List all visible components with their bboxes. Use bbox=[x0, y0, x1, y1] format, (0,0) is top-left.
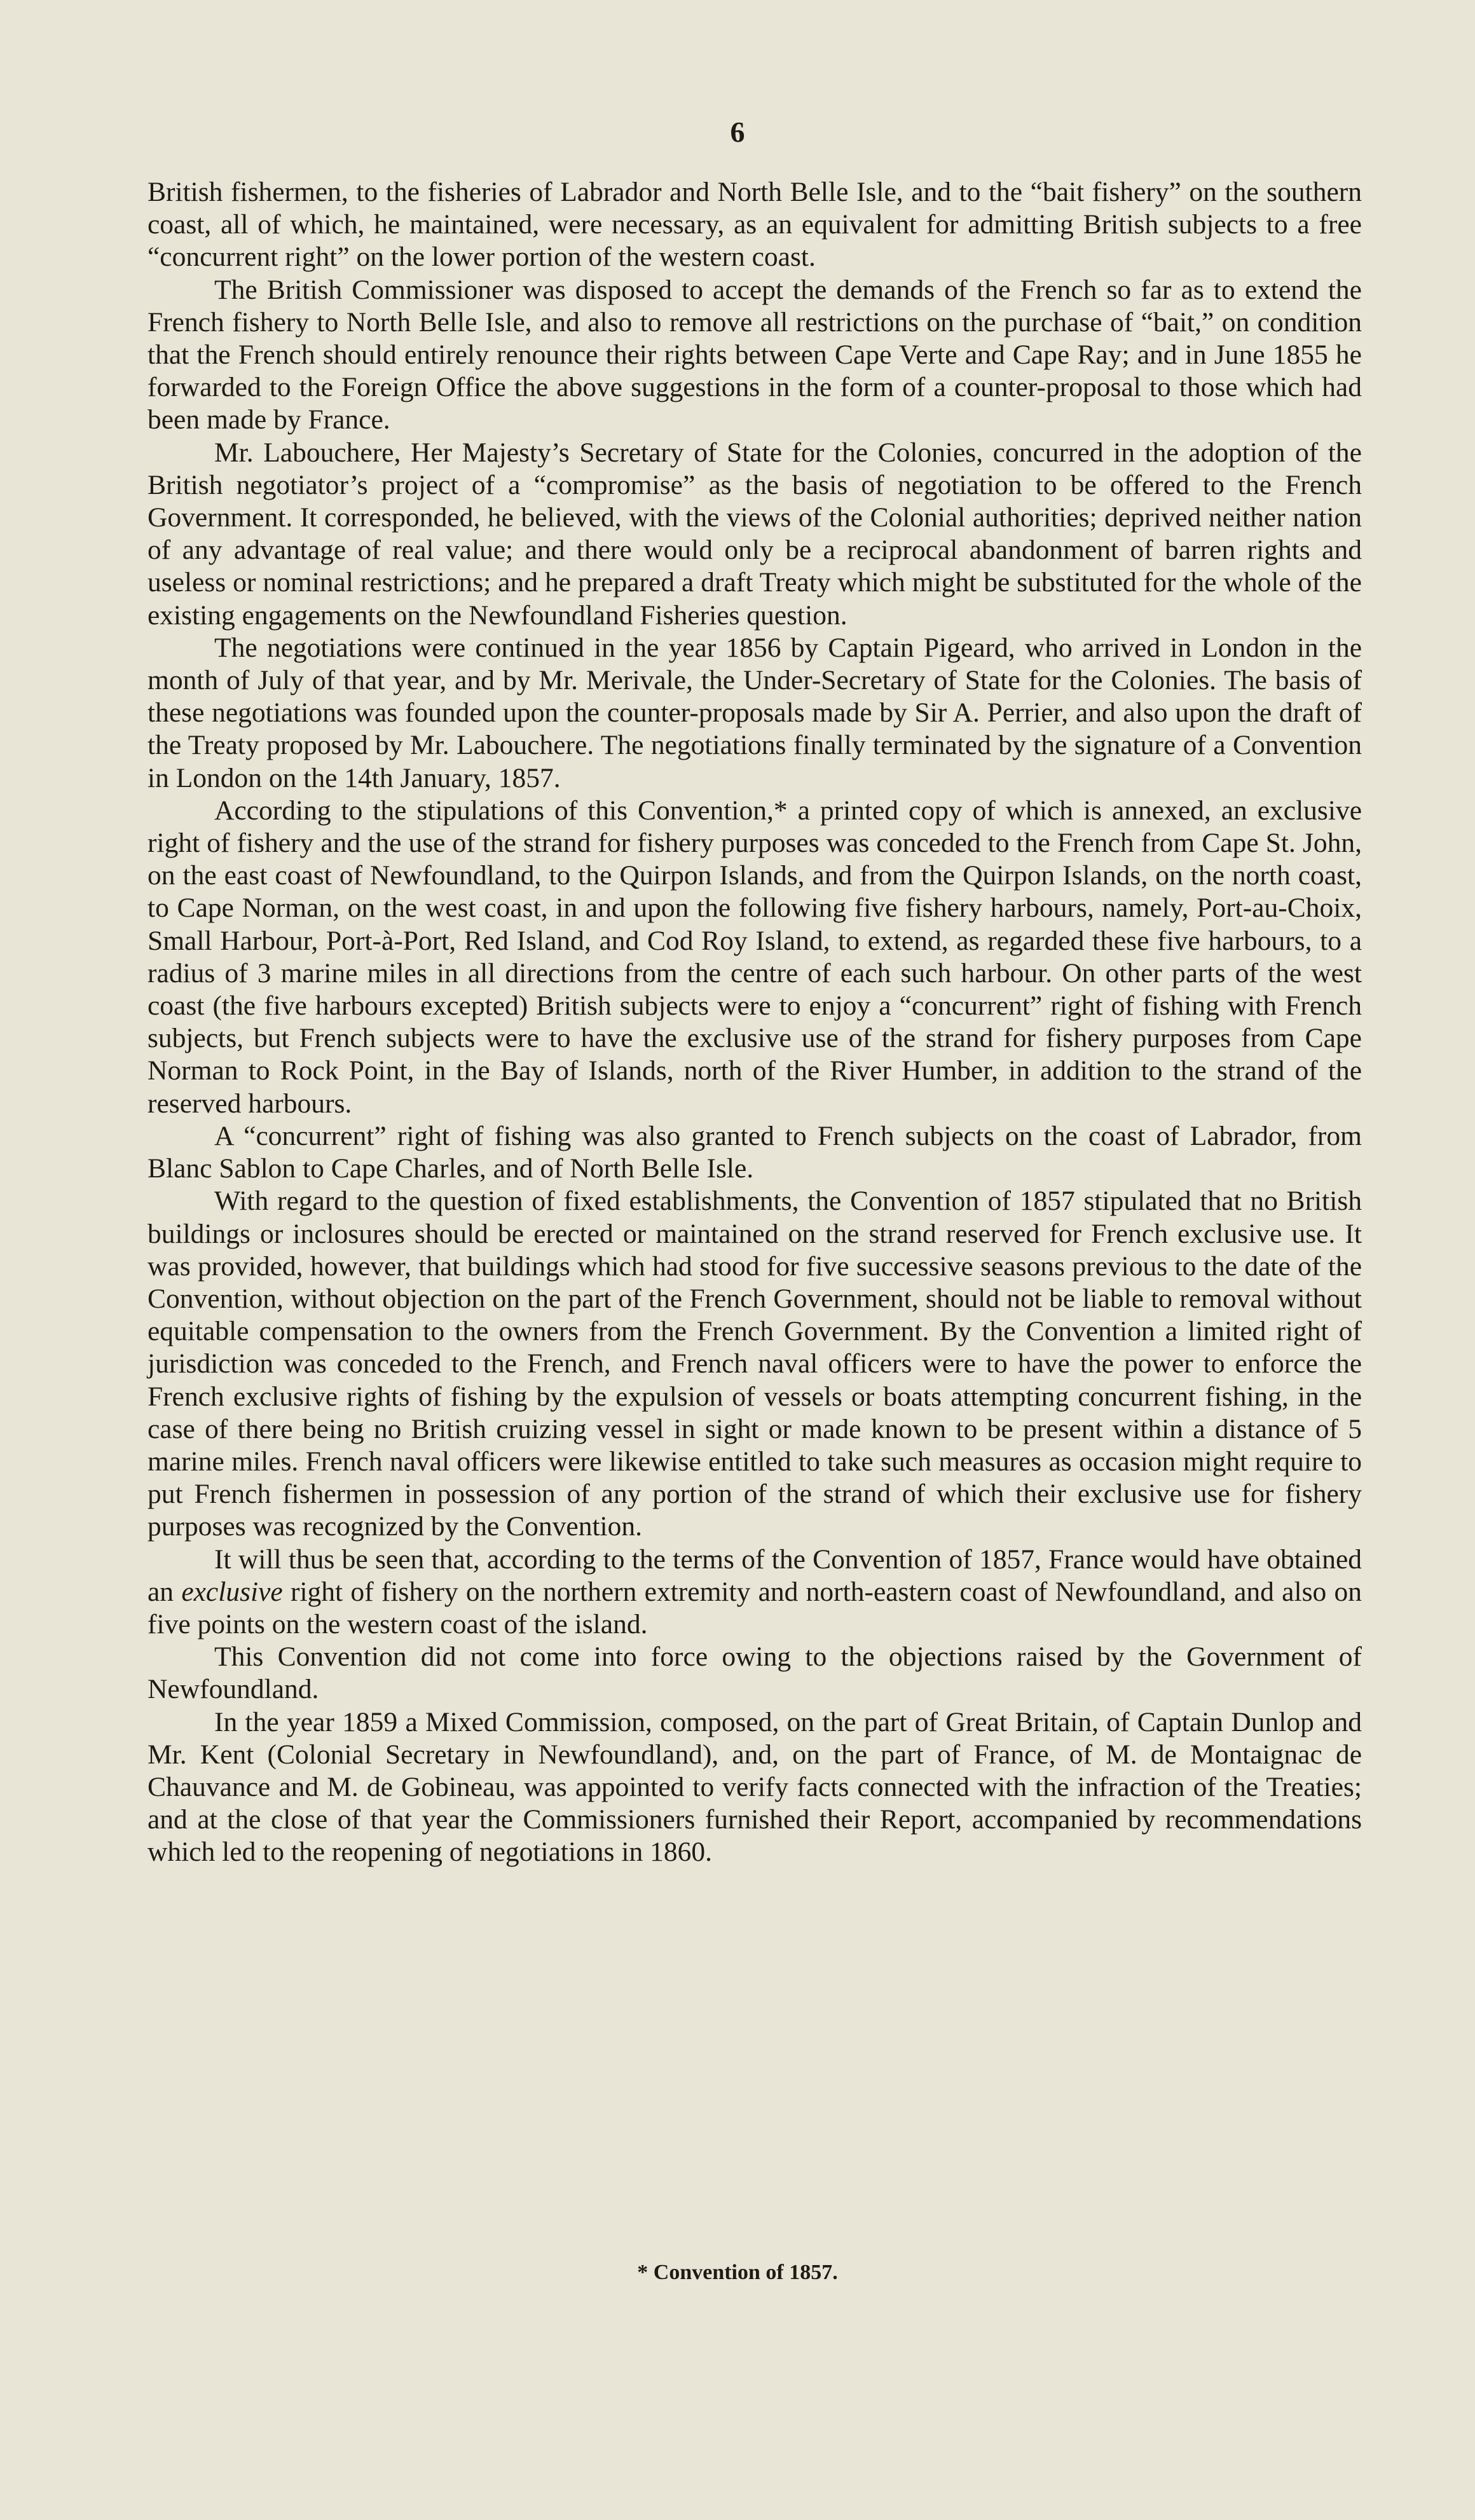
paragraph: The British Commissioner was disposed to accept the demands of the French so far as to extend the French fishery to North Belle Isle, and also to remove all restrictions on the purchase of “bait,” on condition that the French should entirely renounce their rights between Cape Verte and Cape Ray; and in June 1855 he forwarded to the Foreign Office the above suggestions in the form of a counter-proposal to those which had been made by France. bbox=[148, 274, 1362, 435]
paragraph: With regard to the question of fixed establishments, the Convention of 1857 stipulated that no British buildings or inclosures should be erected or maintained on the strand reserved for French exclusive use. It was provided, however, that buildings which had stood for five successive seasons previous to the date of the Convention, without objection on the part of the French Government, should not be liable to removal without equitable compensation to the owners from the French Government. By the Convention a limited right of jurisdiction was conceded to the French, and French naval officers were to have the power to enforce the French exclusive rights of fishing by the expulsion of vessels or boats attempting concurrent fishing, in the case of there being no British cruizing vessel in sight or made known to be present within a distance of 5 marine miles. French naval officers were likewise entitled to take such measures as occasion might require to put French fishermen in possession of any portion of the strand of which their exclusive use for fishery purposes was recognized by the Convention. bbox=[148, 1186, 1362, 1542]
paragraph: Mr. Labouchere, Her Majesty’s Secretary of State for the Colonies, concurred in the adoption of the British negotiator’s project of a “compromise” as the basis of negotiation to be offered to the French Government. It corresponded, he believed, with the views of the Colonial authorities; deprived neither nation of any advantage of real value; and there would only be a reciprocal abandonment of barren rights and useless or nominal restrictions; and he prepared a draft Treaty which might be substituted for the whole of the existing engagements on the Newfoundland Fisheries question. bbox=[148, 437, 1362, 631]
paragraph: This Convention did not come into force owing to the objections raised by the Government of Newfoundland. bbox=[148, 1641, 1362, 1705]
paragraph bbox=[148, 1544, 1362, 1641]
paragraph-text: right of fishery on the northern extremity and north-eastern coast of Newfoundland, and also on five points on the western coast of the island. bbox=[148, 1576, 1362, 1640]
paragraph: In the year 1859 a Mixed Commission, composed, on the part of Great Britain, of Captain Dunlop and Mr. Kent (Colonial Secretary in Newfoundland), and, on the part of France, of M. de Montaignac de Chauvance and M. de Gobineau, was appointed to verify facts connected with the infraction of the Treaties; and at the close of that year the Commissioners furnished their Report, accompanied by recommendations which led to the reopening of negotiations in 1860. bbox=[148, 1706, 1362, 1868]
paragraph: British fishermen, to the fisheries of Labrador and North Belle Isle, and to the “bait fishery” on the southern coast, all of which, he maintained, were necessary, as an equivalent for admitting British subjects to a free “concurrent right” on the lower portion of the western coast. bbox=[148, 177, 1362, 273]
paragraph: The negotiations were continued in the year 1856 by Captain Pigeard, who arrived in London in the month of July of that year, and by Mr. Merivale, the Under-Secretary of State for the Colonies. The basis of these negotiations was founded upon the counter-proposals made by Sir A. Perrier, and also upon the draft of the Treaty proposed by Mr. Labouchere. The negotiations finally terminated by the signature of a Convention in London on the 14th January, 1857. bbox=[148, 632, 1362, 793]
footnote: * Convention of 1857. bbox=[637, 2261, 838, 2284]
paragraph: According to the stipulations of this Convention,* a printed copy of which is annexed, an exclusive right of fishery and the use of the strand for fishery purposes was conceded to the French from Cape St. John, on the east coast of Newfoundland, to the Quirpon Islands, and from the Quirpon Islands, on the north coast, to Cape Norman, on the west coast, in and upon the following five fishery harbours, namely, Port-au-Choix, Small Harbour, Port-à-Port, Red Island, and Cod Roy Island, to extend, as regarded these five harbours, to a radius of 3 marine miles in all directions from the centre of each such harbour. On other parts of the west coast (the five harbours excepted) British subjects were to enjoy a “concurrent” right of fishing with French subjects, but French subjects were to have the exclusive use of the strand for fishery purposes from Cape Norman to Rock Point, in the Bay of Islands, north of the River Humber, in addition to the strand of the reserved harbours. bbox=[148, 795, 1362, 1119]
page-number: 6 bbox=[730, 116, 745, 148]
body-text bbox=[148, 176, 1362, 1869]
emphasis-text: exclusive bbox=[181, 1576, 283, 1607]
paragraph: A “concurrent” right of fishing was also granted to French subjects on the coast of Labrador, from Blanc Sablon to Cape Charles, and of North Belle Isle. bbox=[148, 1120, 1362, 1184]
paragraph-text: It will thus be seen that, according to the terms of the Convention of 1857, France would have obtained an bbox=[148, 1544, 1362, 1607]
